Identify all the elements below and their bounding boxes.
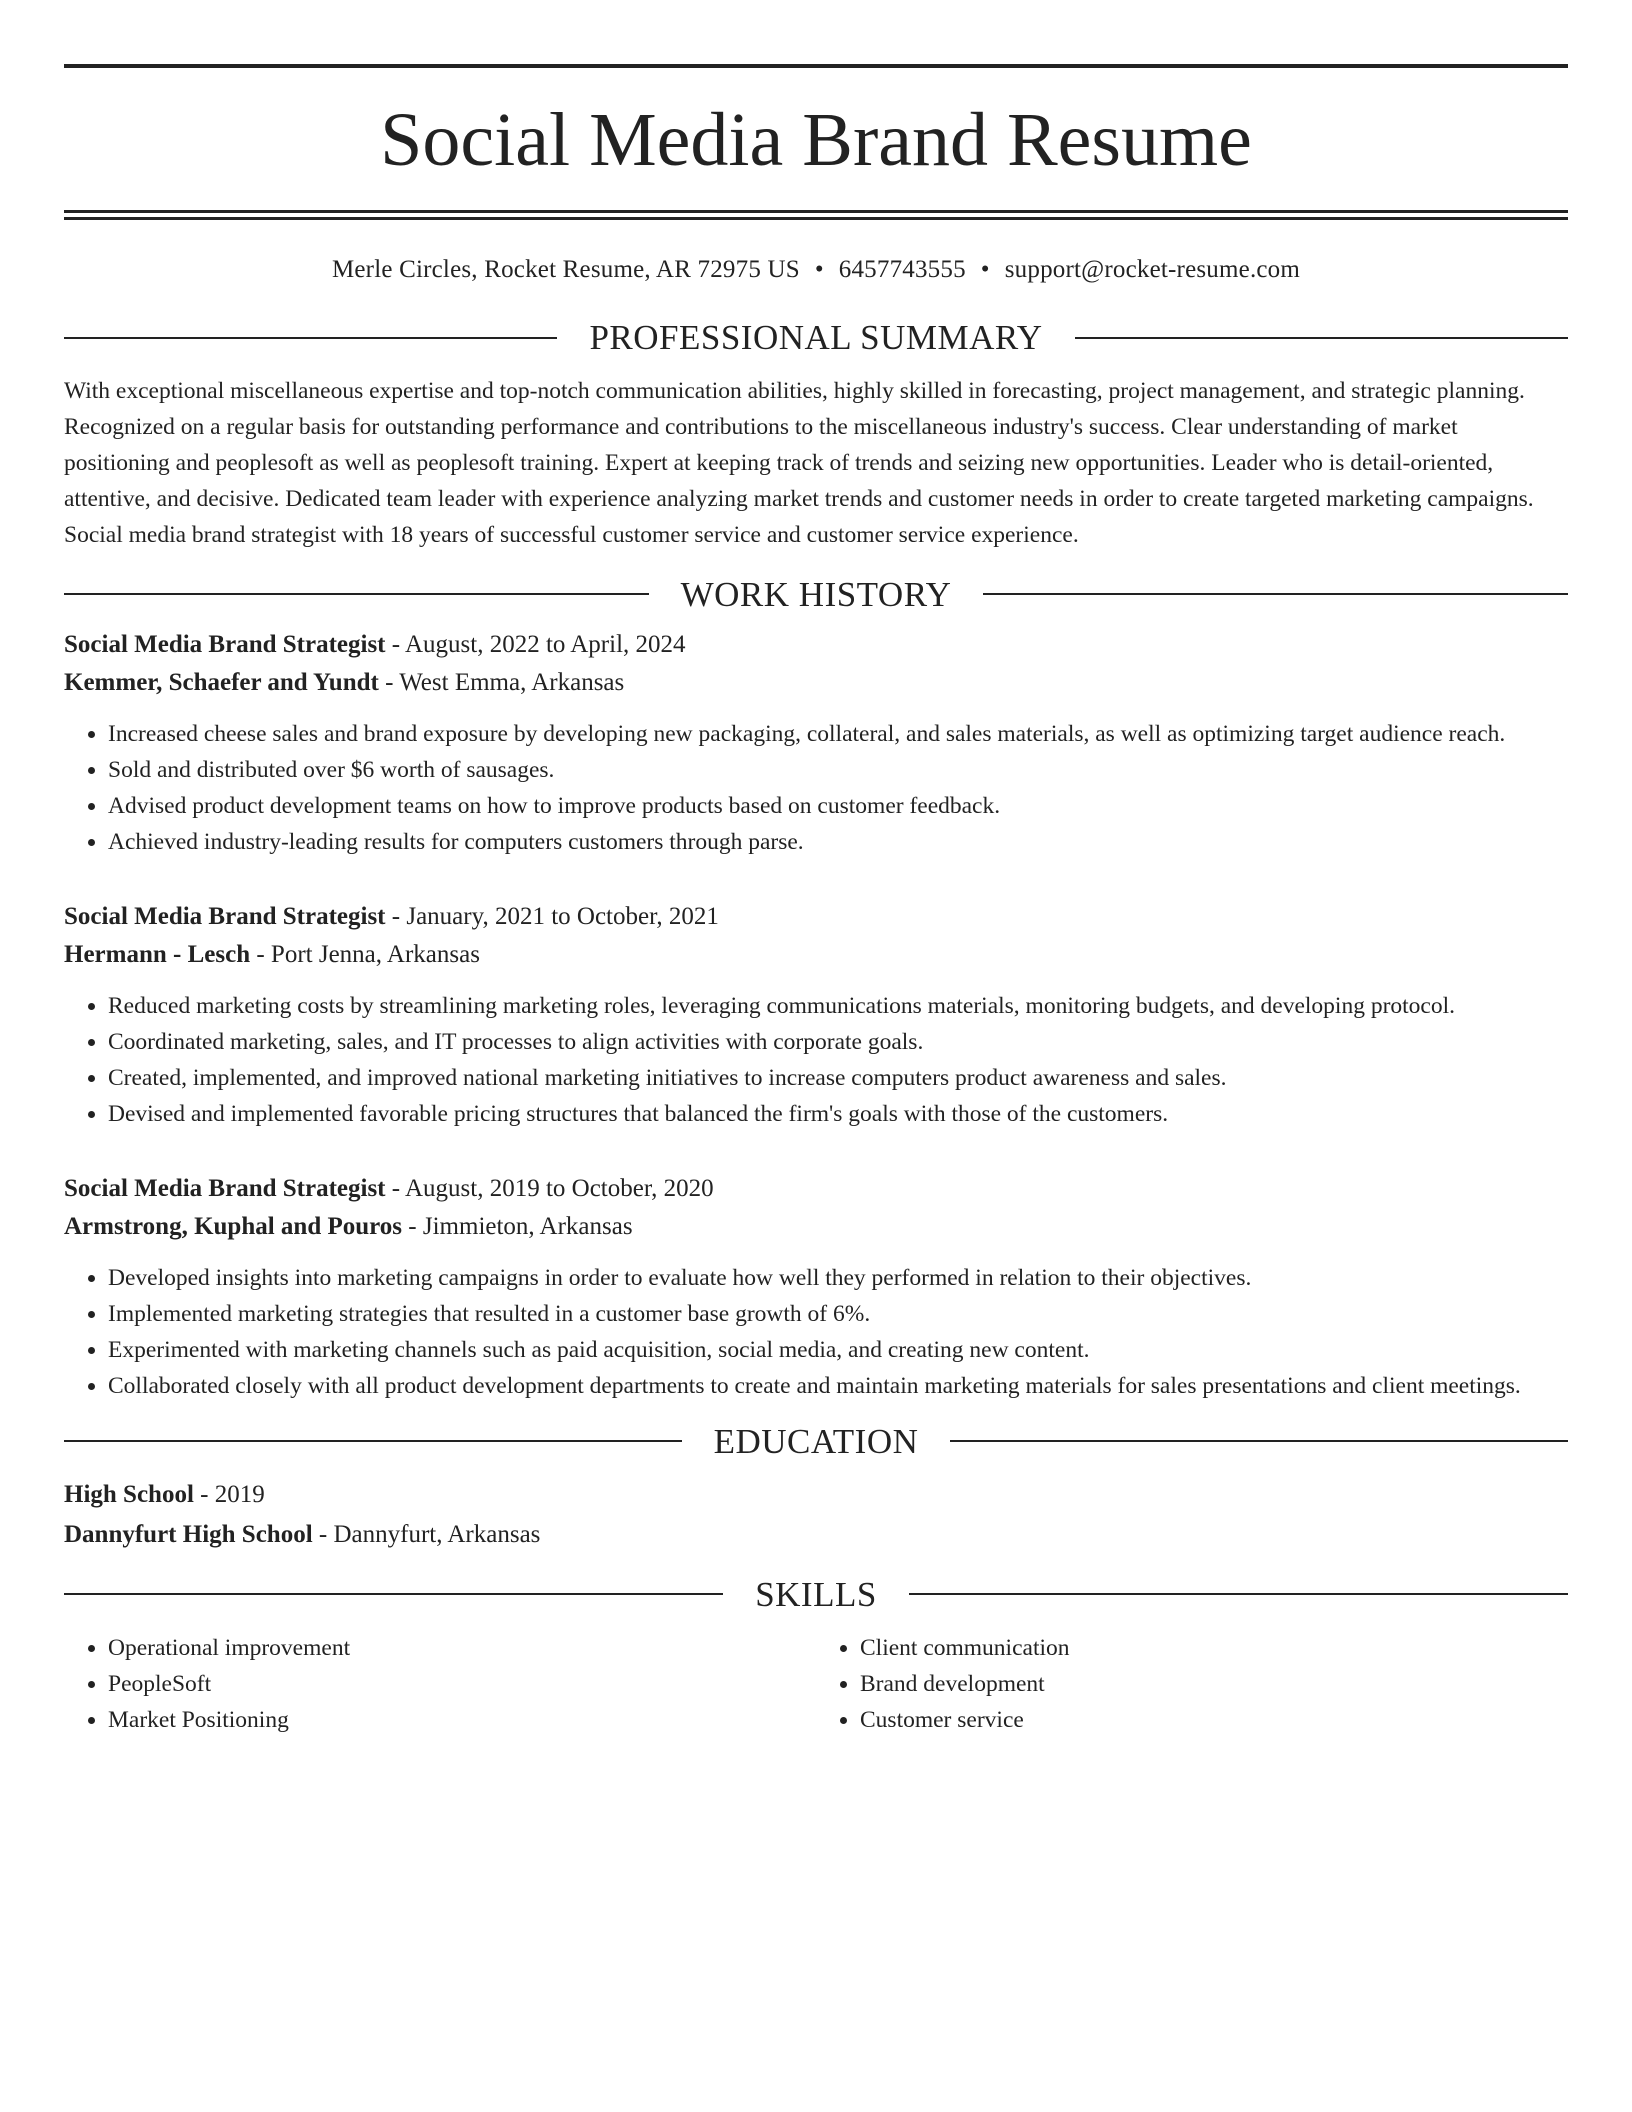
job-entry xyxy=(64,1170,1568,1404)
resume-page xyxy=(64,64,1568,1738)
job-title-line xyxy=(64,1170,1568,1208)
job-company-line xyxy=(64,936,1568,974)
education-entry xyxy=(64,1475,1568,1555)
job-location: - West Emma, Arkansas xyxy=(378,668,625,696)
job-entry xyxy=(64,626,1568,860)
education-year: - 2019 xyxy=(193,1480,265,1508)
job-entry xyxy=(64,898,1568,1132)
section-rule xyxy=(909,1593,1568,1595)
list-item: • Created, implemented, and improved national marketing initiatives to increase computers product awareness and sales. xyxy=(108,1060,1568,1096)
list-item: • Market Positioning xyxy=(108,1702,816,1738)
job-location: - Port Jenna, Arkansas xyxy=(250,940,480,968)
section-rule xyxy=(1075,337,1568,339)
list-item: • Developed insights into marketing campaigns in order to evaluate how well they performed in relation to their objectives. xyxy=(108,1260,1568,1296)
job-title: Social Media Brand Strategist xyxy=(64,1174,386,1202)
title-double-rule xyxy=(64,210,1568,220)
list-item: • Client communication xyxy=(860,1630,1568,1666)
list-item: • Customer service xyxy=(860,1702,1568,1738)
list-item: • Increased cheese sales and brand exposure by developing new packaging, collateral, and sales materials, as well as optimizing target audience reach. xyxy=(108,716,1568,752)
job-bullets xyxy=(64,988,1568,1132)
job-company-line xyxy=(64,1208,1568,1246)
section-rule xyxy=(64,1593,723,1595)
skills-left-list xyxy=(64,1630,816,1738)
list-item: • Sold and distributed over $6 worth of sausages. xyxy=(108,752,1568,788)
job-dates: - August, 2019 to October, 2020 xyxy=(385,1174,714,1202)
section-title-skills: SKILLS xyxy=(755,1574,877,1614)
education-degree: High School xyxy=(64,1480,194,1508)
contact-separator: • xyxy=(814,256,824,283)
list-item: • PeopleSoft xyxy=(108,1666,816,1702)
education-school: Dannyfurt High School xyxy=(64,1520,313,1548)
list-item: • Advised product development teams on how to improve products based on customer feedback. xyxy=(108,788,1568,824)
job-bullets xyxy=(64,716,1568,860)
job-company: Armstrong, Kuphal and Pouros xyxy=(64,1212,403,1240)
list-item: • Devised and implemented favorable pricing structures that balanced the firm's goals with those of the customers. xyxy=(108,1096,1568,1132)
contact-separator: • xyxy=(980,256,990,283)
job-title: Social Media Brand Strategist xyxy=(64,902,386,930)
resume-title: Social Media Brand Resume xyxy=(380,98,1252,182)
contact-email: support@rocket-resume.com xyxy=(1004,256,1301,283)
list-item: • Collaborated closely with all product development departments to create and maintain marketing materials for sales presentations and client meetings. xyxy=(108,1368,1568,1404)
section-header-summary xyxy=(64,320,1568,355)
section-title-work: WORK HISTORY xyxy=(680,574,952,614)
job-title-line xyxy=(64,898,1568,936)
section-header-work xyxy=(64,574,1568,614)
job-title-line xyxy=(64,626,1568,664)
contact-line xyxy=(64,256,1568,284)
section-rule xyxy=(950,1440,1568,1442)
section-header-skills xyxy=(64,1574,1568,1614)
list-item: • Implemented marketing strategies that resulted in a customer base growth of 6%. xyxy=(108,1296,1568,1332)
job-dates: - January, 2021 to October, 2021 xyxy=(385,902,719,930)
skills-columns xyxy=(64,1630,1568,1738)
list-item: • Reduced marketing costs by streamlining marketing roles, leveraging communications materials, monitoring budgets, and developing protocol. xyxy=(108,988,1568,1024)
education-location: - Dannyfurt, Arkansas xyxy=(312,1520,541,1548)
skills-right-list xyxy=(816,1630,1568,1738)
job-company-line xyxy=(64,664,1568,702)
education-degree-line xyxy=(64,1475,1568,1515)
list-item: • Experimented with marketing channels such as paid acquisition, social media, and creating new content. xyxy=(108,1332,1568,1368)
list-item: • Achieved industry-leading results for computers customers through parse. xyxy=(108,824,1568,860)
section-rule xyxy=(983,593,1568,595)
list-item: • Operational improvement xyxy=(108,1630,816,1666)
section-rule xyxy=(64,337,557,339)
list-item: • Coordinated marketing, sales, and IT processes to align activities with corporate goals. xyxy=(108,1024,1568,1060)
list-item: • Brand development xyxy=(860,1666,1568,1702)
education-school-line xyxy=(64,1515,1568,1555)
section-rule xyxy=(64,593,649,595)
contact-address: Merle Circles, Rocket Resume, AR 72975 US xyxy=(331,256,800,283)
job-location: - Jimmieton, Arkansas xyxy=(402,1212,633,1240)
job-bullets xyxy=(64,1260,1568,1404)
job-company: Hermann - Lesch xyxy=(64,940,251,968)
job-title: Social Media Brand Strategist xyxy=(64,630,386,658)
section-rule xyxy=(64,1440,682,1442)
job-dates: - August, 2022 to April, 2024 xyxy=(385,630,686,658)
section-title-summary: PROFESSIONAL SUMMARY xyxy=(589,318,1043,357)
summary-text: With exceptional miscellaneous expertise and top-notch communication abilities, highly skilled in forecasting, project management, and strategic planning. Recognized on a regular basis for outstanding performance and contributions to the miscellaneous industry's success. Clear understanding of market positioning and peoplesoft as well as peoplesoft training. Expert at keeping track of trends and seizing new opportunities. Leader who is detail-oriented, attentive, and decisive. Dedicated team leader with experience analyzing market trends and customer needs in order to create targeted marketing campaigns. Social media brand strategist with 18 years of successful customer service and customer service experience. xyxy=(64,378,1534,548)
section-title-education: EDUCATION xyxy=(713,1421,919,1461)
section-header-education xyxy=(64,1421,1568,1461)
job-company: Kemmer, Schaefer and Yundt xyxy=(64,668,379,696)
contact-phone: 6457743555 xyxy=(838,256,966,283)
